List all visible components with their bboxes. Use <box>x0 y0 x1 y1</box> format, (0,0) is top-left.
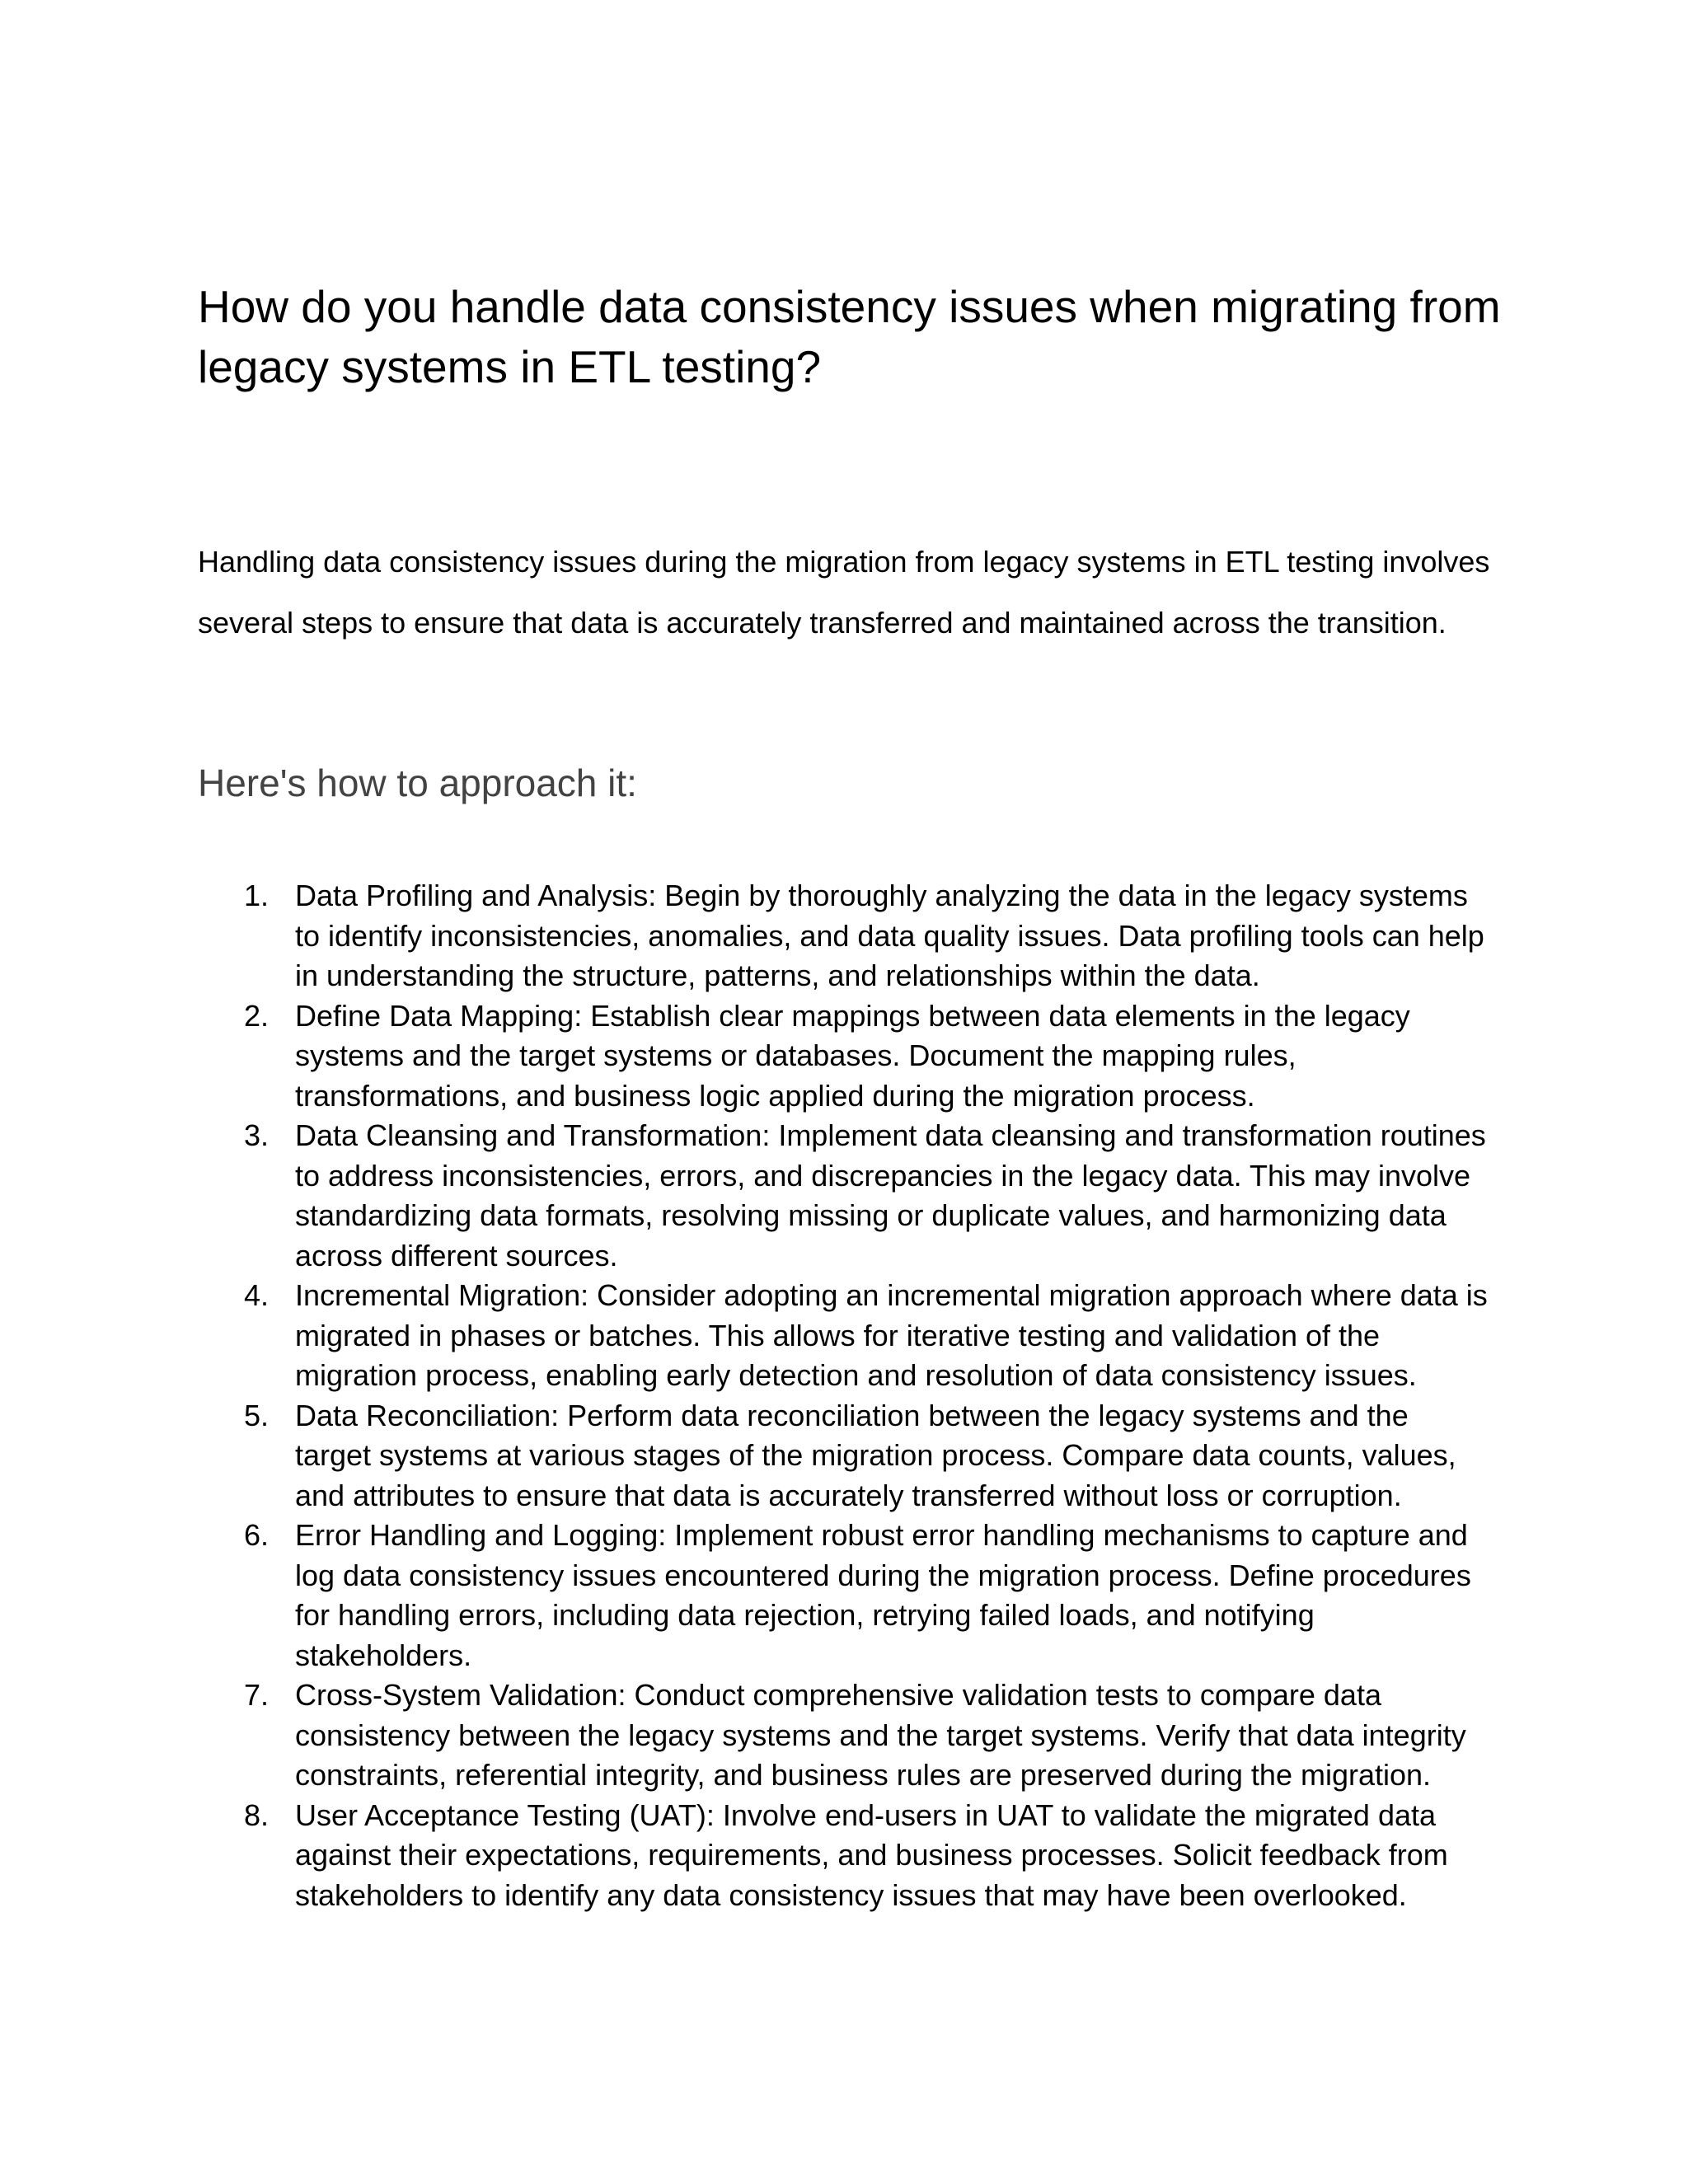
section-subheading: Here's how to approach it: <box>198 762 637 804</box>
list-item-number: 5. <box>244 1398 270 1432</box>
list-item-text: Define Data Mapping: Establish clear mappings between data elements in the legacy systems and the target systems or databases. Document the mapping rules, transformations, and business logic applied during the migration process. <box>295 998 1410 1113</box>
list-item <box>198 996 1492 1117</box>
list-item <box>198 1396 1492 1516</box>
list-item-text: Data Reconciliation: Perform data reconciliation between the legacy systems and the target systems at various stages of the migration process. Compare data counts, values, and attributes to ensure that data is accurately transferred without loss or corruption. <box>295 1398 1456 1512</box>
list-item <box>198 876 1492 996</box>
list-item <box>198 1116 1492 1276</box>
list-item-text: Data Cleansing and Transformation: Implement data cleansing and transformation routines to address inconsistencies, errors, and discrepancies in the legacy data. This may involve standardizing data formats, resolving missing or duplicate values, and harmonizing data across different sources. <box>295 1118 1486 1272</box>
list-item-text: Cross-System Validation: Conduct comprehensive validation tests to compare data consistency between the legacy systems and the target systems. Verify that data integrity constraints, referential integrity, and business rules are preserved during the migration. <box>295 1678 1466 1792</box>
list-item-number: 3. <box>244 1118 270 1152</box>
list-item <box>198 1276 1492 1396</box>
intro-paragraph: Handling data consistency issues during the migration from legacy systems in ETL testing involves several steps to ensure that data is accurately transferred and maintained across the transition. <box>198 545 1490 640</box>
page-title: How do you handle data consistency issues when migrating from legacy systems in ETL testing? <box>198 281 1501 392</box>
list-item <box>198 1516 1492 1675</box>
list-item <box>198 1675 1492 1796</box>
list-item <box>198 1796 1492 1916</box>
list-item-number: 6. <box>244 1518 270 1552</box>
list-item-number: 2. <box>244 998 270 1033</box>
list-item-text: Incremental Migration: Consider adopting an incremental migration approach where data is migrated in phases or batches. This allows for iterative testing and validation of the migration process, enabling early detection and resolution of data consistency issues. <box>295 1278 1488 1392</box>
steps-list <box>198 876 1492 1915</box>
list-item-number: 4. <box>244 1278 270 1312</box>
list-item-text: User Acceptance Testing (UAT): Involve end-users in UAT to validate the migrated data against their expectations, requirements, and business processes. Solicit feedback from stakeholders to identify any data consistency issues that may have been overlooked. <box>295 1797 1448 1912</box>
list-item-number: 7. <box>244 1678 270 1712</box>
list-item-text: Error Handling and Logging: Implement robust error handling mechanisms to capture and log data consistency issues encountered during the migration process. Define procedures for handling errors, including data rejection, retrying failed loads, and notifying stakeholders. <box>295 1518 1471 1672</box>
list-item-text: Data Profiling and Analysis: Begin by thoroughly analyzing the data in the legacy systems to identify inconsistencies, anomalies, and data quality issues. Data profiling tools can help in understanding the structure, patterns, and relationships within the data. <box>295 879 1484 992</box>
list-item-number: 8. <box>244 1797 270 1832</box>
list-item-number: 1. <box>244 879 270 912</box>
